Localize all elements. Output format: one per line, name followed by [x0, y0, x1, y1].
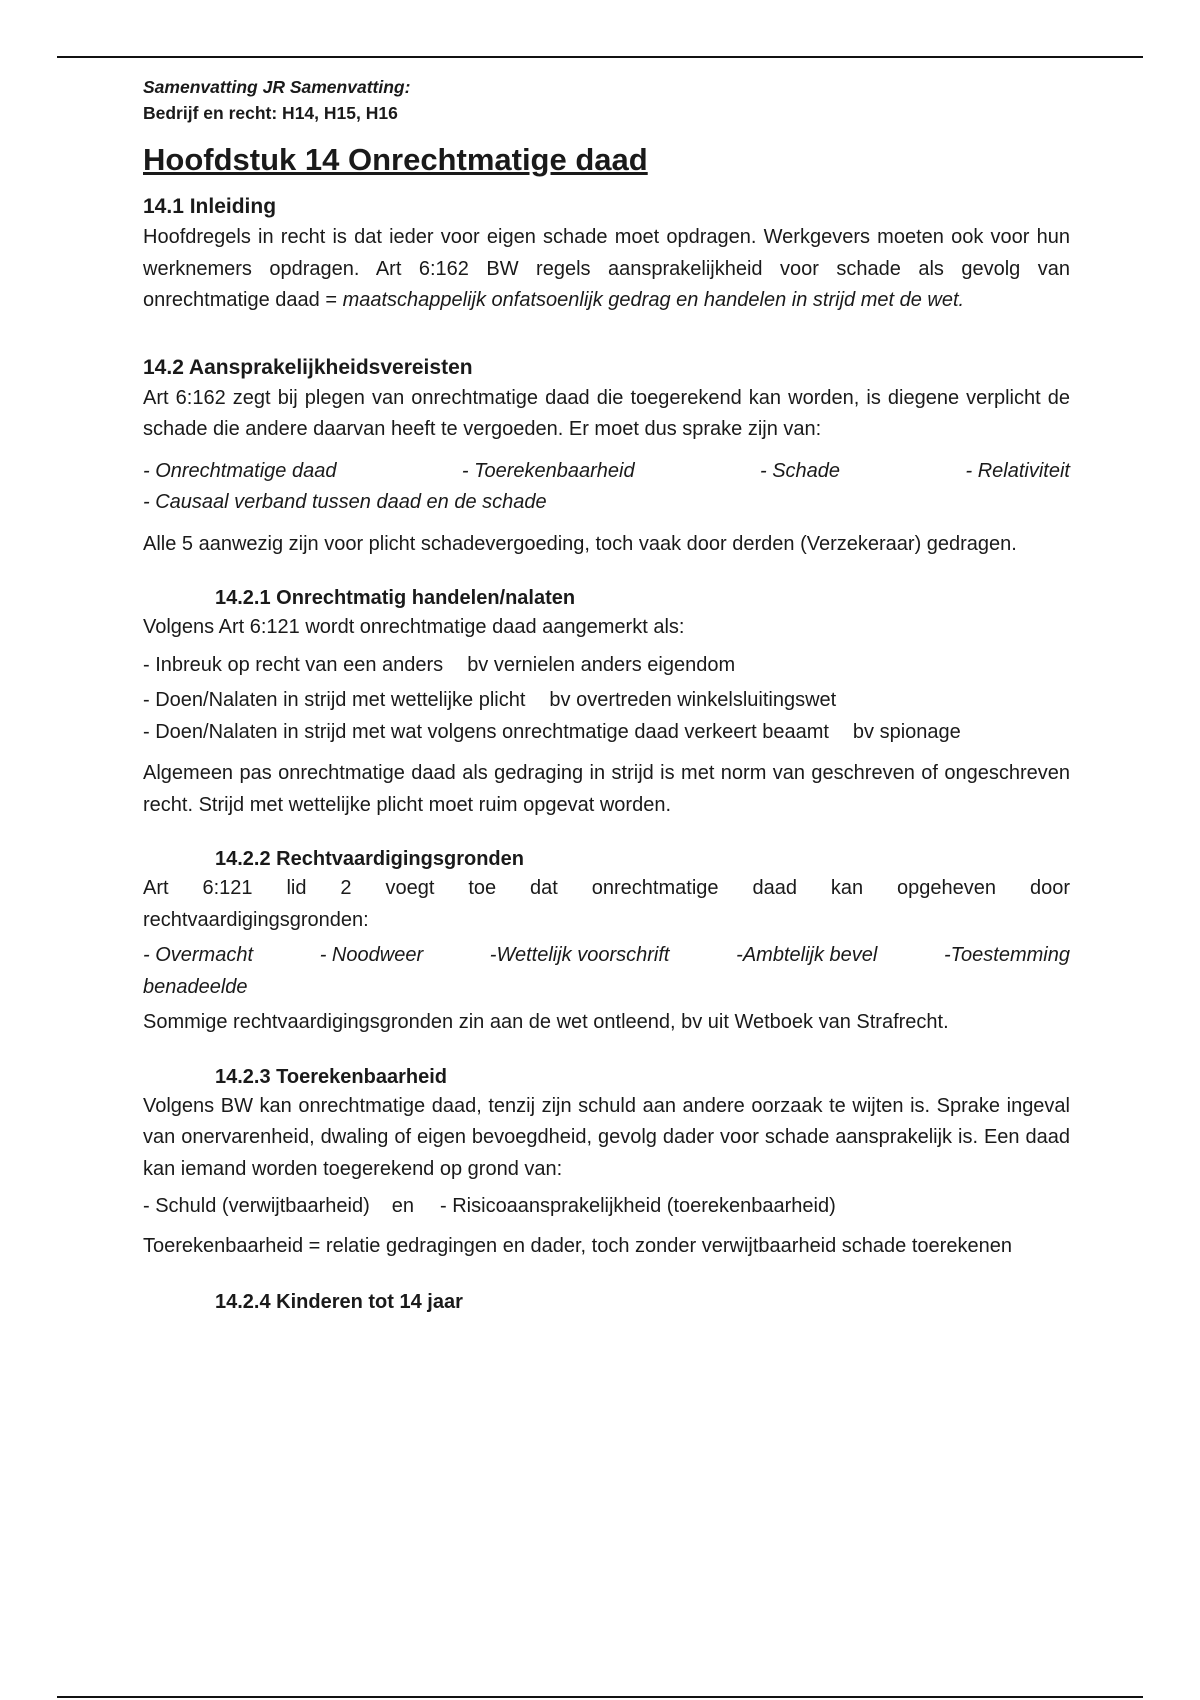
ground-item: - Noodweer [319, 944, 424, 966]
section-14-1-paragraph [143, 222, 1070, 317]
chapter-title: Hoofdstuk 14 Onrechtmatige daad [143, 142, 648, 177]
section-14-2-2-closing: Sommige rechtvaardigingsgronden zin aan de wet ontleend, bv uit Wetboek van Strafrecht. [143, 1011, 949, 1033]
section-heading-14-2-2: 14.2.2 Rechtvaardigingsgronden [215, 848, 524, 870]
section-14-2-2-intro: Art 6:121 lid 2 voegt toe dat onrechtmatige daad kan opgeheven door rechtvaardigingsgronden: [143, 877, 1070, 931]
requirement-item: - Onrechtmatige daad [143, 459, 337, 482]
section-14-2-1-closing: Algemeen pas onrechtmatige daad als gedraging in strijd is met norm van geschreven of ongeschreven recht. Strijd met wettelijke plicht moet ruim opgevat worden. [143, 762, 1070, 816]
document-body [143, 74, 1070, 1316]
ground-item: -Ambtelijk bevel [736, 944, 878, 966]
intro-definition: maatschappelijk onfatsoenlijk gedrag en handelen in strijd met de wet. [342, 289, 965, 311]
list-item: - Doen/Nalaten in strijd met wettelijke plicht bv overtreden winkelsluitingswet [143, 689, 837, 711]
requirement-item: - Relativiteit [965, 459, 1070, 482]
section-heading-14-1: 14.1 Inleiding [143, 195, 277, 218]
section-14-2-3-paragraph: Volgens BW kan onrechtmatige daad, tenzij zijn schuld aan andere oorzaak te wijten is. Sprake ingeval van onervarenheid, dwaling of eigen bevoegdheid, gevolg dader voor schade aansprakelijk is. Een daad kan iemand worden toegerekend op grond van: [143, 1094, 1070, 1180]
top-rule [57, 56, 1143, 58]
ground-item: -Wettelijk voorschrift [489, 944, 670, 966]
header-line-1: Samenvatting JR Samenvatting: [143, 77, 411, 97]
section-heading-14-2-4: 14.2.4 Kinderen tot 14 jaar [215, 1291, 463, 1313]
section-14-2-closing: Alle 5 aanwezig zijn voor plicht schadevergoeding, toch vaak door derden (Verzekeraar) gedragen. [143, 532, 1017, 555]
section-14-2-3-closing: Toerekenbaarheid = relatie gedragingen en dader, toch zonder verwijtbaarheid schade toerekenen [143, 1234, 1012, 1257]
requirements-row [143, 456, 1070, 488]
list-item: - Doen/Nalaten in strijd met wat volgens onrechtmatige daad verkeert beaamt bv spionage [143, 720, 961, 743]
intro-text: Hoofdregels in recht is dat ieder voor eigen schade moet opdragen. Werkgevers moeten ook voor hun werknemers opdragen. Art 6:162 BW regels aansprakelijkheid voor schade als gevolg van onrechtmatige daad = [143, 226, 1070, 311]
requirement-item: - Toerekenbaarheid [461, 459, 635, 482]
ground-item: - Overmacht [143, 944, 254, 966]
section-heading-14-2-1: 14.2.1 Onrechtmatig handelen/nalaten [215, 587, 576, 609]
section-14-2-paragraph: Art 6:162 zegt bij plegen van onrechtmatige daad die toegerekend kan worden, is diegene verplicht de schade die andere daarvan heeft te vergoeden. Er moet dus sprake zijn van: [143, 386, 1070, 440]
basis-line: - Schuld (verwijtbaarheid) en - Risicoaansprakelijkheid (toerekenbaarheid) [143, 1195, 836, 1217]
requirement-item-last: - Causaal verband tussen daad en de schade [143, 491, 547, 513]
requirement-item: - Schade [760, 459, 841, 482]
section-heading-14-2: 14.2 Aansprakelijkheidsvereisten [143, 355, 473, 379]
bottom-rule [57, 1696, 1143, 1698]
section-14-2-1-intro: Volgens Art 6:121 wordt onrechtmatige daad aangemerkt als: [143, 616, 685, 638]
header-line-2: Bedrijf en recht: H14, H15, H16 [143, 103, 398, 123]
ground-item-continued: benadeelde [143, 975, 248, 998]
grounds-row [143, 940, 1070, 972]
section-heading-14-2-3: 14.2.3 Toerekenbaarheid [215, 1065, 447, 1088]
ground-item: -Toestemming [944, 944, 1070, 966]
list-item: - Inbreuk op recht van een anders bv vernielen anders eigendom [143, 653, 736, 676]
